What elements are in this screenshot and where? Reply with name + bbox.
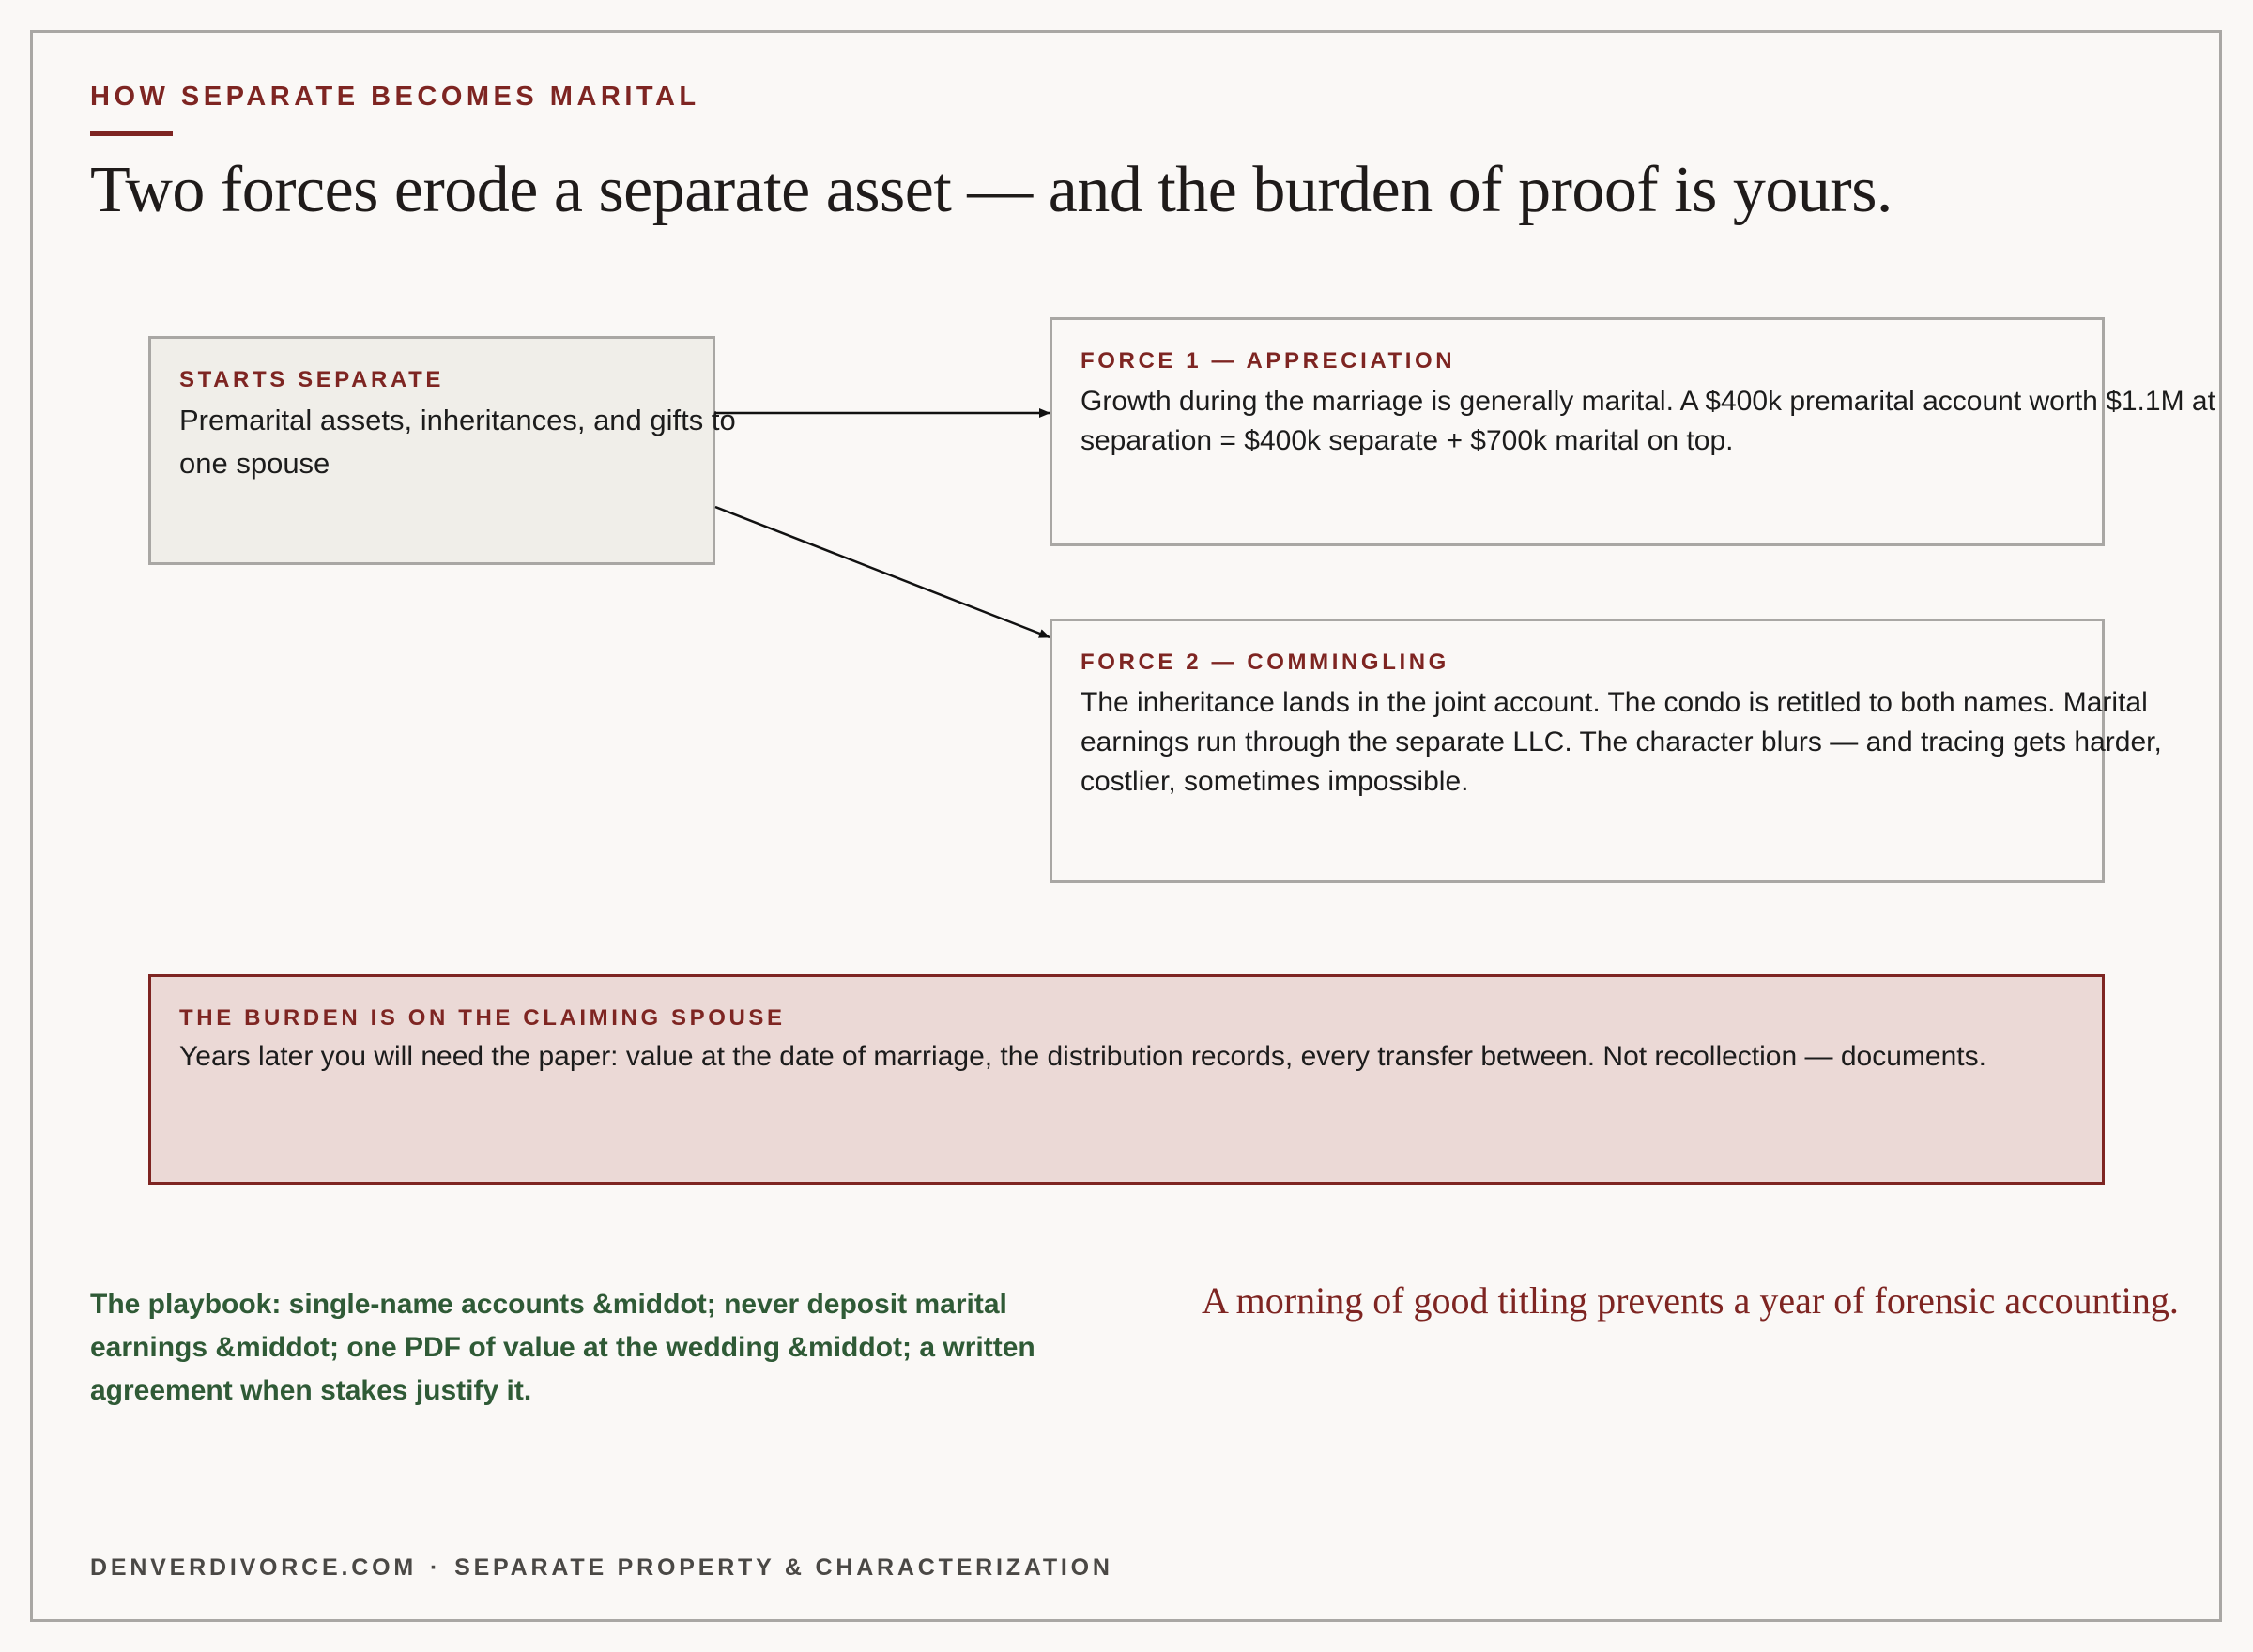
node-starts-separate: [148, 336, 736, 565]
node-force-appreciation: [1050, 317, 2215, 546]
node-force-commingling: [1050, 619, 2162, 883]
headline: Two forces erode a separate asset — and the burden of proof is yours.: [90, 154, 1893, 226]
node-body: The inheritance lands in the joint account. The condo is retitled to both names. Marital earnings run through the separate LLC. The character blurs — and tracing gets harder, costlier, sometimes impossible.: [1081, 687, 2162, 797]
footer-topic: SEPARATE PROPERTY & CHARACTERIZATION: [454, 1554, 1113, 1581]
footer: [90, 1554, 1113, 1582]
playbook-text: The playbook: single-name accounts &middot; never deposit marital earnings &middot; one PDF of value at the wedding &middot; a written agreement when stakes justify it.: [90, 1289, 1035, 1406]
footer-site: DENVERDIVORCE.COM: [90, 1554, 417, 1581]
eyebrow-underline: [90, 131, 173, 136]
node-body: Growth during the marriage is generally marital. A $400k premarital account worth $1.1M at separation = $400k separate + $700k marital on top.: [1081, 386, 2215, 456]
node-body: Premarital assets, inheritances, and gifts to one spouse: [179, 404, 736, 480]
node-label: FORCE 1 — APPRECIATION: [1081, 348, 1456, 374]
node-label: THE BURDEN IS ON THE CLAIMING SPOUSE: [179, 1005, 786, 1031]
node-label: STARTS SEPARATE: [179, 367, 445, 392]
eyebrow-title: HOW SEPARATE BECOMES MARITAL: [90, 82, 700, 112]
footer-separator: ·: [429, 1554, 442, 1581]
node-burden-of-proof: [148, 974, 2105, 1185]
pull-quote: A morning of good titling prevents a year of forensic accounting.: [1202, 1279, 2179, 1322]
node-body: Years later you will need the paper: value at the date of marriage, the distribution records, every transfer between. Not recollection — documents.: [179, 1041, 1986, 1072]
node-label: FORCE 2 — COMMINGLING: [1081, 650, 1449, 675]
